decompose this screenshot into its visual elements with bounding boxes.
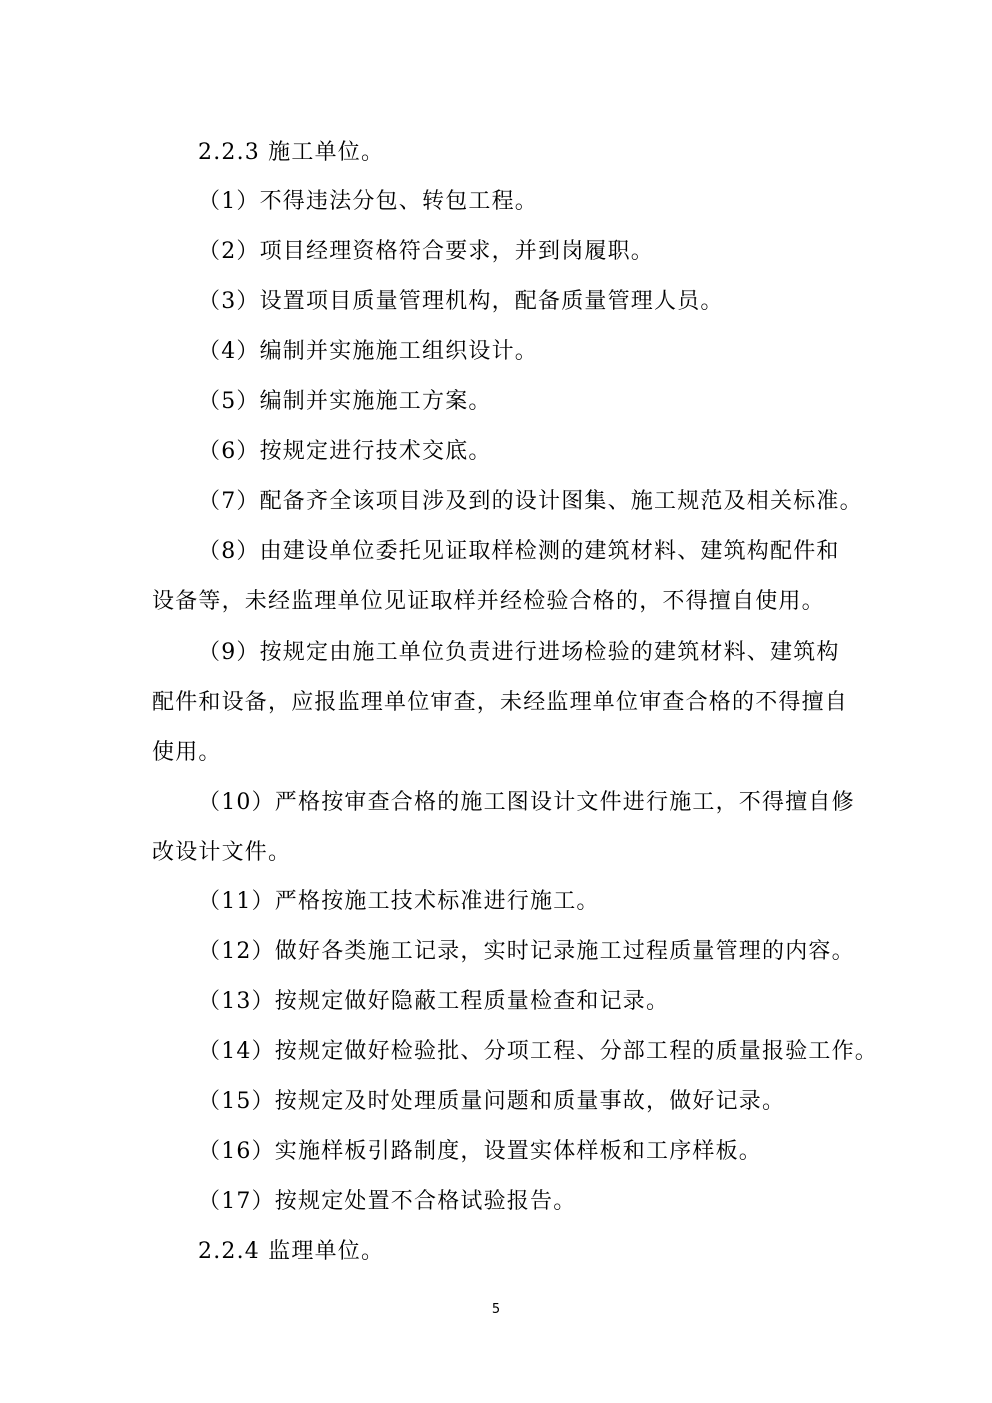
list-item-9: （9）按规定由施工单位负责进行进场检验的建筑材料、建筑构: [198, 640, 840, 665]
list-item-13: （13）按规定做好隐蔽工程质量检查和记录。: [198, 989, 670, 1014]
list-item-11: （11）严格按施工技术标准进行施工。: [198, 889, 600, 914]
list-item-16: （16）实施样板引路制度，设置实体样板和工序样板。: [198, 1139, 762, 1164]
list-item-10: （10）严格按审查合格的施工图设计文件进行施工，不得擅自修: [198, 790, 855, 815]
list-item-5: （5）编制并实施施工方案。: [198, 389, 492, 414]
list-item-9-continued-2: 使用。: [152, 740, 222, 765]
list-item-6: （6）按规定进行技术交底。: [198, 439, 492, 464]
list-item-1: （1）不得违法分包、转包工程。: [198, 189, 538, 214]
list-item-14: （14）按规定做好检验批、分项工程、分部工程的质量报验工作。: [198, 1039, 878, 1064]
section-heading-2-2-3: 2.2.3 施工单位。: [198, 140, 385, 165]
page-number: 5: [491, 1302, 501, 1317]
list-item-3: （3）设置项目质量管理机构，配备质量管理人员。: [198, 289, 724, 314]
list-item-17: （17）按规定处置不合格试验报告。: [198, 1189, 577, 1214]
list-item-4: （4）编制并实施施工组织设计。: [198, 339, 538, 364]
list-item-7: （7）配备齐全该项目涉及到的设计图集、施工规范及相关标准。: [198, 489, 863, 514]
list-item-12: （12）做好各类施工记录，实时记录施工过程质量管理的内容。: [198, 939, 855, 964]
list-item-15: （15）按规定及时处理质量问题和质量事故，做好记录。: [198, 1089, 786, 1114]
list-item-2: （2）项目经理资格符合要求，并到岗履职。: [198, 239, 654, 264]
list-item-8: （8）由建设单位委托见证取样检测的建筑材料、建筑构配件和: [198, 539, 840, 564]
section-heading-2-2-4: 2.2.4 监理单位。: [198, 1239, 385, 1264]
list-item-9-continued: 配件和设备，应报监理单位审查，未经监理单位审查合格的不得擅自: [152, 690, 849, 715]
list-item-8-continued: 设备等，未经监理单位见证取样并经检验合格的，不得擅自使用。: [152, 589, 825, 614]
list-item-10-continued: 改设计文件。: [152, 840, 292, 865]
